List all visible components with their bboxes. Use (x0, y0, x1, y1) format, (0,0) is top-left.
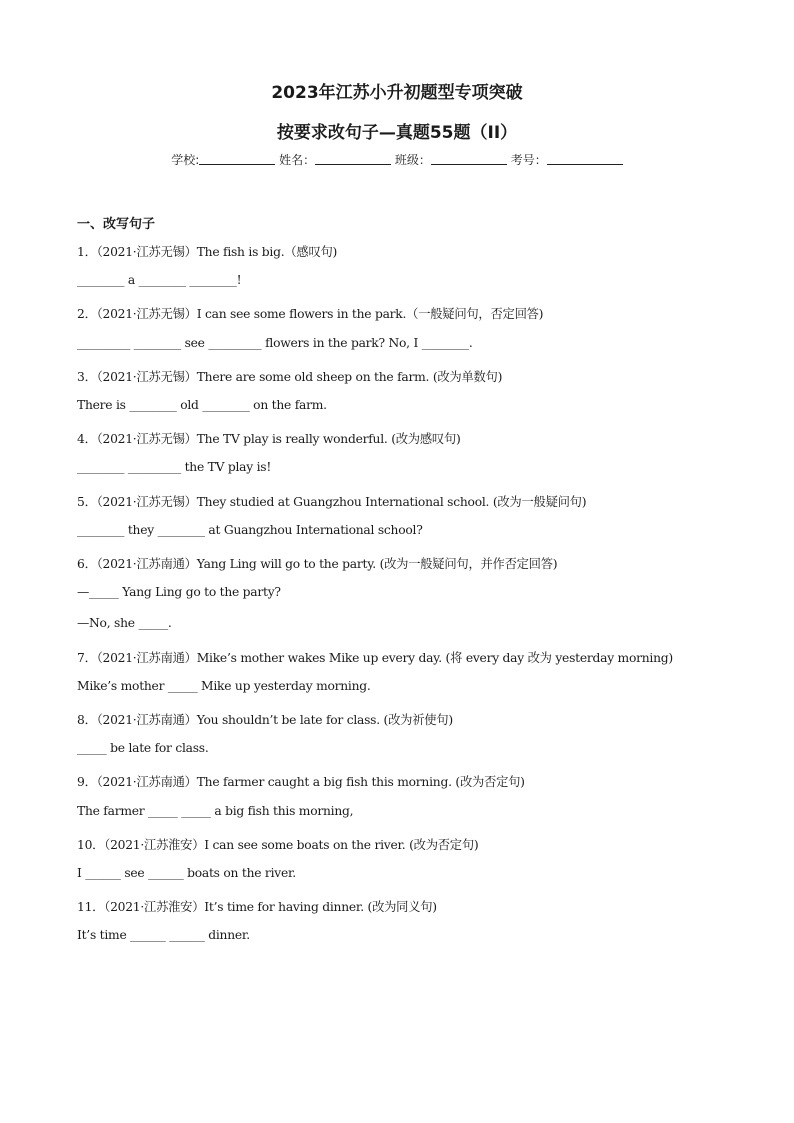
question-line: 8．（2021·江苏南通）You shouldn’t be late for class. (改为祈使句) (77, 713, 453, 727)
question-line: Mike’s mother _____ Mike up yesterday morning. (77, 678, 371, 693)
class-label: 班级： (394, 153, 431, 167)
number-blank[interactable] (547, 152, 623, 165)
question-line: It’s time ______ ______ dinner. (77, 928, 250, 943)
question-line: _________ ________ see _________ flowers in the park? No, I ________. (77, 335, 473, 350)
question-line: _____ be late for class. (77, 741, 209, 756)
class-blank[interactable] (431, 152, 507, 165)
document-title: 2023年江苏小升初题型专项突破 (271, 83, 523, 103)
document-subtitle: 按要求改句子—真题55题（II） (276, 123, 518, 143)
question-line: ________ they ________ at Guangzhou International school? (77, 522, 423, 537)
school-label: 学校: (171, 153, 200, 167)
question-line: 5．（2021·江苏无锡）They studied at Guangzhou International school. (改为一般疑问句) (77, 494, 587, 509)
question-line: ________ _________ the TV play is! (77, 460, 272, 475)
number-label: 考号： (510, 153, 547, 167)
student-info-row (0, 151, 794, 168)
question-line: —_____ Yang Ling go to the party? (77, 585, 281, 600)
name-blank[interactable] (315, 152, 391, 165)
question-line: —No, she _____. (77, 616, 172, 631)
question-line: 6．（2021·江苏南通）Yang Ling will go to the party. (改为一般疑问句，并作否定回答) (77, 557, 558, 571)
question-line: 3．（2021·江苏无锡）There are some old sheep on the farm. (改为单数句) (77, 369, 503, 384)
question-line: 2．（2021·江苏无锡）I can see some flowers in the park.（一般疑问句，否定回答) (77, 307, 544, 322)
section-heading: 一、改写句子 (77, 217, 156, 232)
question-line: 9．（2021·江苏南通）The farmer caught a big fish this morning. (改为否定句) (77, 775, 525, 790)
question-line: 1．（2021·江苏无锡）The fish is big.（感叹句) (77, 245, 338, 259)
name-label: 姓名： (279, 153, 316, 167)
question-line: 4．（2021·江苏无锡）The TV play is really wonderful. (改为感叹句) (77, 432, 461, 447)
question-line: There is ________ old ________ on the farm. (77, 398, 327, 412)
question-line: The farmer _____ _____ a big fish this morning, (77, 803, 354, 818)
question-line: 11．（2021·江苏淮安）It’s time for having dinner. (改为同义句) (77, 900, 437, 915)
question-line: 7．（2021·江苏南通）Mike’s mother wakes Mike up every day. (将 every day 改为 yesterday morning) (77, 650, 673, 665)
question-line: I ______ see ______ boats on the river. (77, 866, 296, 880)
question-line: ________ a ________ ________! (77, 273, 242, 288)
question-line: 10．（2021·江苏淮安）I can see some boats on the river. (改为否定句) (77, 837, 479, 852)
school-blank[interactable] (199, 152, 275, 165)
